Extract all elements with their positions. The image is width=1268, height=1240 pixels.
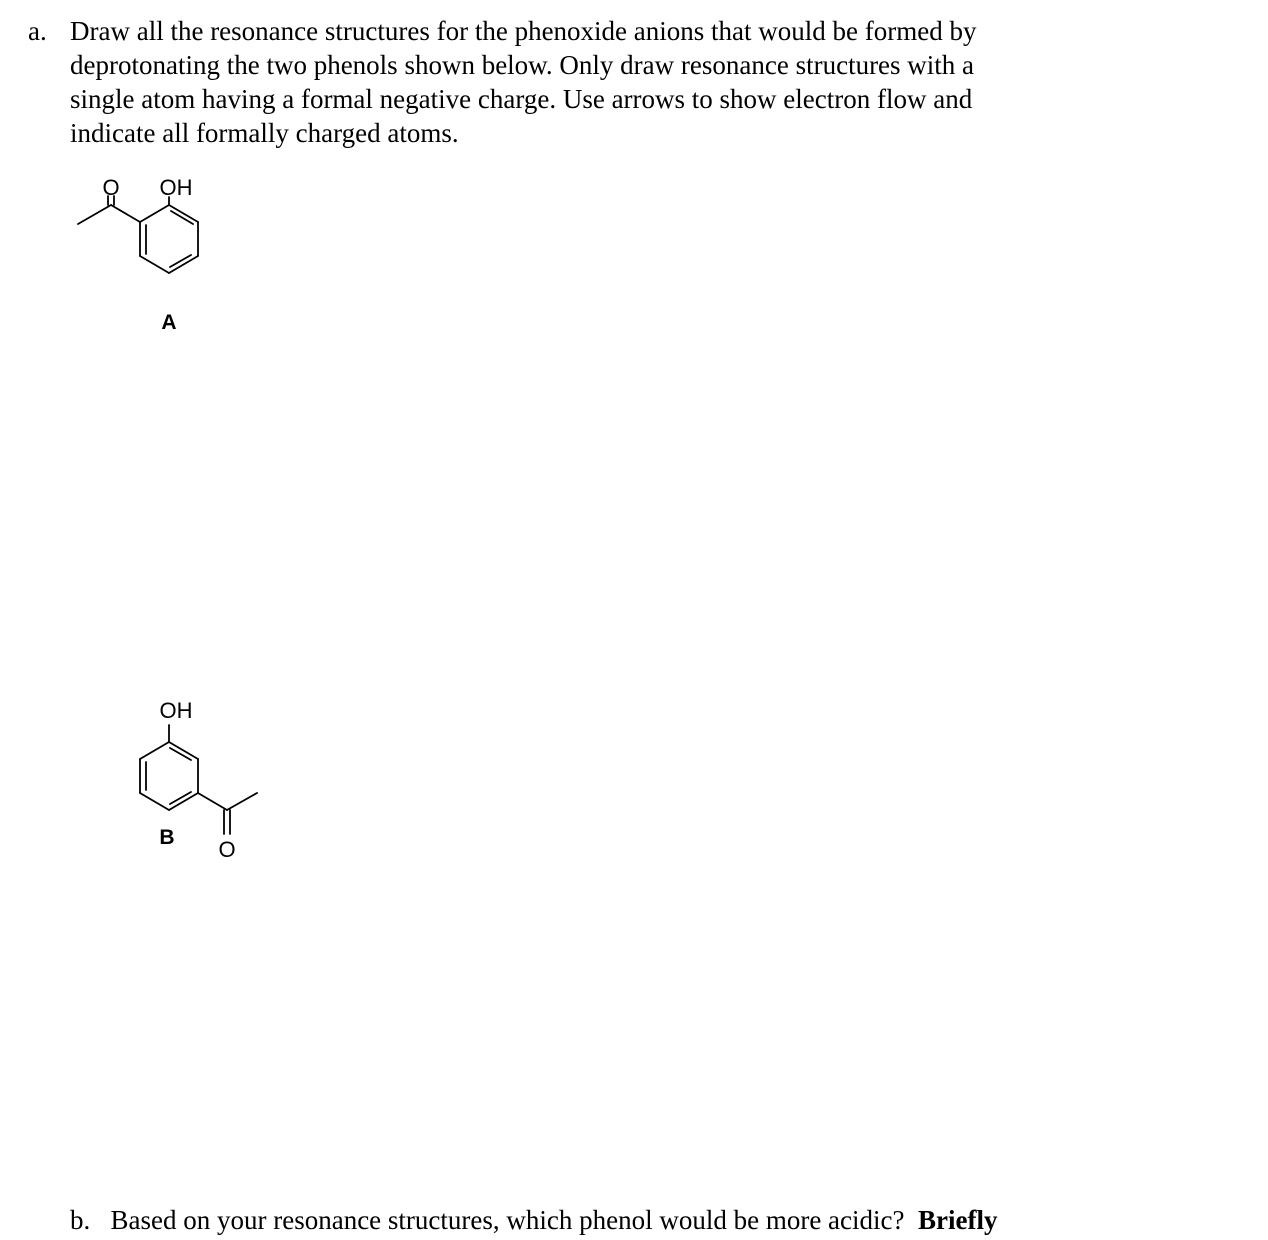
hydroxyl-a: OH (159, 175, 193, 200)
molecule-a-label: A (161, 311, 177, 334)
hydroxyl-b: OH (159, 698, 193, 723)
methyl-bond-b (227, 793, 257, 810)
methyl-bond-a (78, 205, 111, 224)
carbonyl-oxygen-b: O (218, 837, 236, 862)
molecule-b-structure (60, 690, 280, 865)
ring-b-bond-6 (140, 742, 169, 759)
ring-a-bond-6 (140, 205, 169, 222)
question-a-line-1: Draw all the resonance structures for the phenoxide anions that would be formed by (70, 16, 977, 46)
question-a-label: a. (28, 16, 47, 46)
question-a-text (70, 14, 1070, 150)
question-b-bold-text: Briefly (918, 1205, 998, 1235)
question-b-text: Based on your resonance structures, which phenol would be more acidic? (110, 1205, 905, 1235)
acyl-bond-a (111, 205, 140, 222)
ring-a-bond-4 (140, 256, 169, 273)
carbonyl-oxygen-a: O (102, 175, 120, 200)
molecule-b-label: B (159, 826, 175, 849)
acyl-bond-b (198, 793, 227, 810)
ring-b-bond-4 (140, 793, 169, 810)
ring-a-bond-1 (169, 205, 198, 222)
question-a-line-2: deprotonating the two phenols shown below. Only draw resonance structures with a (70, 50, 975, 80)
question-a-line-4: indicate all formally charged atoms. (70, 118, 459, 148)
question-b (70, 1203, 997, 1237)
molecule-a-structure (60, 170, 240, 340)
question-b-label: b. (70, 1205, 91, 1235)
question-a-line-3: single atom having a formal negative charge. Use arrows to show electron flow and (70, 84, 973, 114)
